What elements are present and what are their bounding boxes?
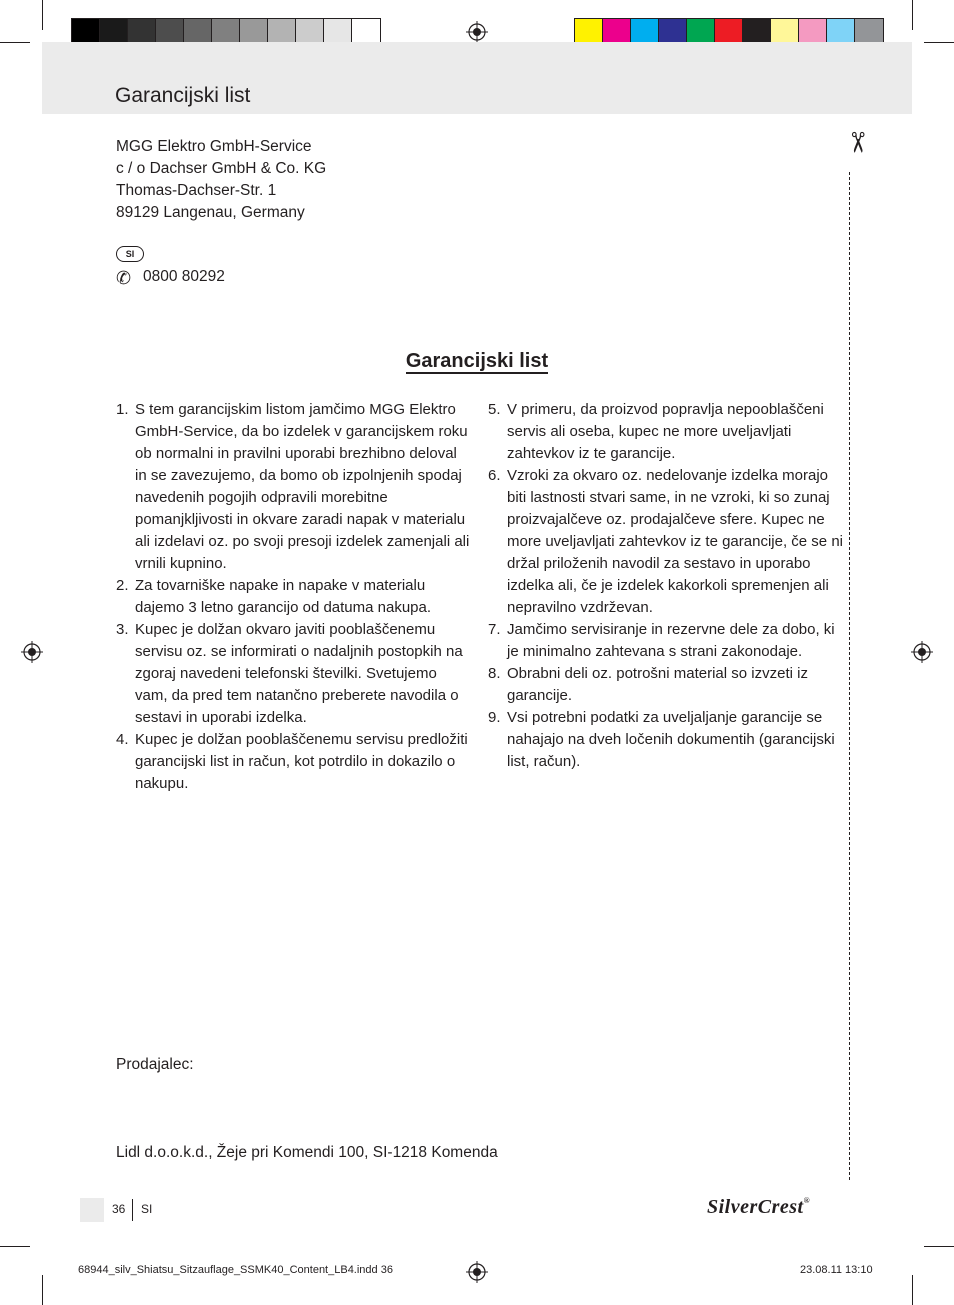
cut-line xyxy=(849,172,850,1180)
item-text: Vzroki za okvaro oz. nedelovanje izdelka morajo biti lastnosti stvari same, in ne vzroki, ki so zunaj proizvajalčeve oz. prodajalčeve sfere. Kupec ne more uveljavljati zahtevkov iz te garancije, če se ni držal priloženih navodil za sestavo in uporabo izdelka ali, če je izdelek kakorkoli spremenjen ali nepravilno vzdrževan. xyxy=(507,467,843,616)
address-line: 89129 Langenau, Germany xyxy=(116,204,305,221)
registration-mark-icon xyxy=(21,641,43,663)
item-text: Za tovarniške napake in napake v materialu dajemo 3 letno garancijo od datuma nakupa. xyxy=(135,577,432,616)
brand-logo-text: SilverCrest xyxy=(707,1196,804,1218)
print-datetime: 23.08.11 13:10 xyxy=(800,1264,873,1276)
phone-icon: ✆ xyxy=(116,268,132,288)
item-text: Obrabni deli oz. potrošni material so izvzeti iz garancije. xyxy=(507,665,808,704)
address-line: c / o Dachser GmbH & Co. KG xyxy=(116,160,327,177)
item-text: V primeru, da proizvod popravlja nepooblaščeni servis ali oseba, kupec ne more uveljavljati zahtevkov iz te garancije. xyxy=(507,401,824,462)
registration-mark-icon xyxy=(466,21,488,43)
crop-mark xyxy=(924,1246,954,1247)
divider xyxy=(132,1199,133,1221)
crop-mark xyxy=(912,1275,913,1305)
print-file-info: 68944_silv_Shiatsu_Sitzauflage_SSMK40_Content_LB4.indd 36 xyxy=(78,1264,393,1276)
section-title xyxy=(0,350,954,373)
phone-number: 0800 80292 xyxy=(143,268,225,285)
item-number: 2. xyxy=(116,577,129,594)
item-number: 8. xyxy=(488,665,501,682)
item-number: 4. xyxy=(116,731,129,748)
item-number: 1. xyxy=(116,401,129,418)
item-text: Vsi potrebni podatki za uveljaljanje garancije se nahajajo na dveh ločenih dokumentih (garancijski list, račun). xyxy=(507,709,835,770)
crop-mark xyxy=(912,0,913,30)
page-number-box xyxy=(80,1198,104,1222)
item-number: 5. xyxy=(488,401,501,418)
list-item xyxy=(116,729,471,795)
item-text: Kupec je dolžan pooblaščenemu servisu predložiti garancijski list in račun, kot potrdilo in dokazilo o nakupu. xyxy=(135,731,468,792)
header-band xyxy=(42,42,912,114)
section-title-text: Garancijski list xyxy=(405,350,549,372)
list-item xyxy=(116,575,471,619)
terms-left-column xyxy=(116,399,471,795)
item-number: 7. xyxy=(488,621,501,638)
seller-label: Prodajalec: xyxy=(116,1056,194,1073)
list-item xyxy=(488,663,843,707)
item-number: 3. xyxy=(116,621,129,638)
terms-right-column xyxy=(488,399,843,773)
crop-mark xyxy=(0,1246,30,1247)
list-item xyxy=(116,399,471,575)
service-address xyxy=(116,136,326,224)
list-item xyxy=(488,619,843,663)
crop-mark xyxy=(0,42,30,43)
item-text: Jamčimo servisiranje in rezervne dele za dobo, ki je minimalno zahtevana s strani zakonodaje. xyxy=(507,621,835,660)
item-text: S tem garancijskim listom jamčimo MGG Elektro GmbH-Service, da bo izdelek v garancijskem roku ob normalni in pravilni uporabi brezhibno deloval in se zavezujemo, da bomo ob izpolnjenih spodaj navedenih pogojih odpravili morebitne pomanjkljivosti in okvare zaradi napak v materialu ali izdelavi oz. po svoji presoji izdelek zamenjali ali vrnili kupnino. xyxy=(135,401,470,572)
address-line: MGG Elektro GmbH-Service xyxy=(116,138,312,155)
registration-mark-icon xyxy=(911,641,933,663)
brand-logo xyxy=(707,1196,810,1219)
crop-mark xyxy=(42,0,43,30)
list-item xyxy=(488,707,843,773)
page-number: 36 xyxy=(112,1202,126,1216)
crop-mark xyxy=(42,1275,43,1305)
item-number: 6. xyxy=(488,467,501,484)
page-language: SI xyxy=(141,1202,153,1216)
country-badge: SI xyxy=(116,246,144,262)
registered-mark: ® xyxy=(803,1196,811,1205)
address-line: Thomas-Dachser-Str. 1 xyxy=(116,182,277,199)
list-item xyxy=(116,619,471,729)
list-item xyxy=(488,399,843,465)
scissors-icon: ✂ xyxy=(842,130,874,155)
seller-address: Lidl d.o.o.k.d., Žeje pri Komendi 100, SI-1218 Komenda xyxy=(116,1144,498,1161)
registration-mark-icon xyxy=(466,1261,488,1283)
crop-mark xyxy=(924,42,954,43)
list-item xyxy=(488,465,843,619)
item-text: Kupec je dolžan okvaro javiti pooblaščenemu servisu oz. se informirati o nadaljnih postopkih na zgoraj navedeni telefonski številki. Svetujemo vam, da pred tem natančno preberete navodila o sestavi in uporabi izdelka. xyxy=(135,621,463,726)
page-title: Garancijski list xyxy=(115,84,251,107)
item-number: 9. xyxy=(488,709,501,726)
